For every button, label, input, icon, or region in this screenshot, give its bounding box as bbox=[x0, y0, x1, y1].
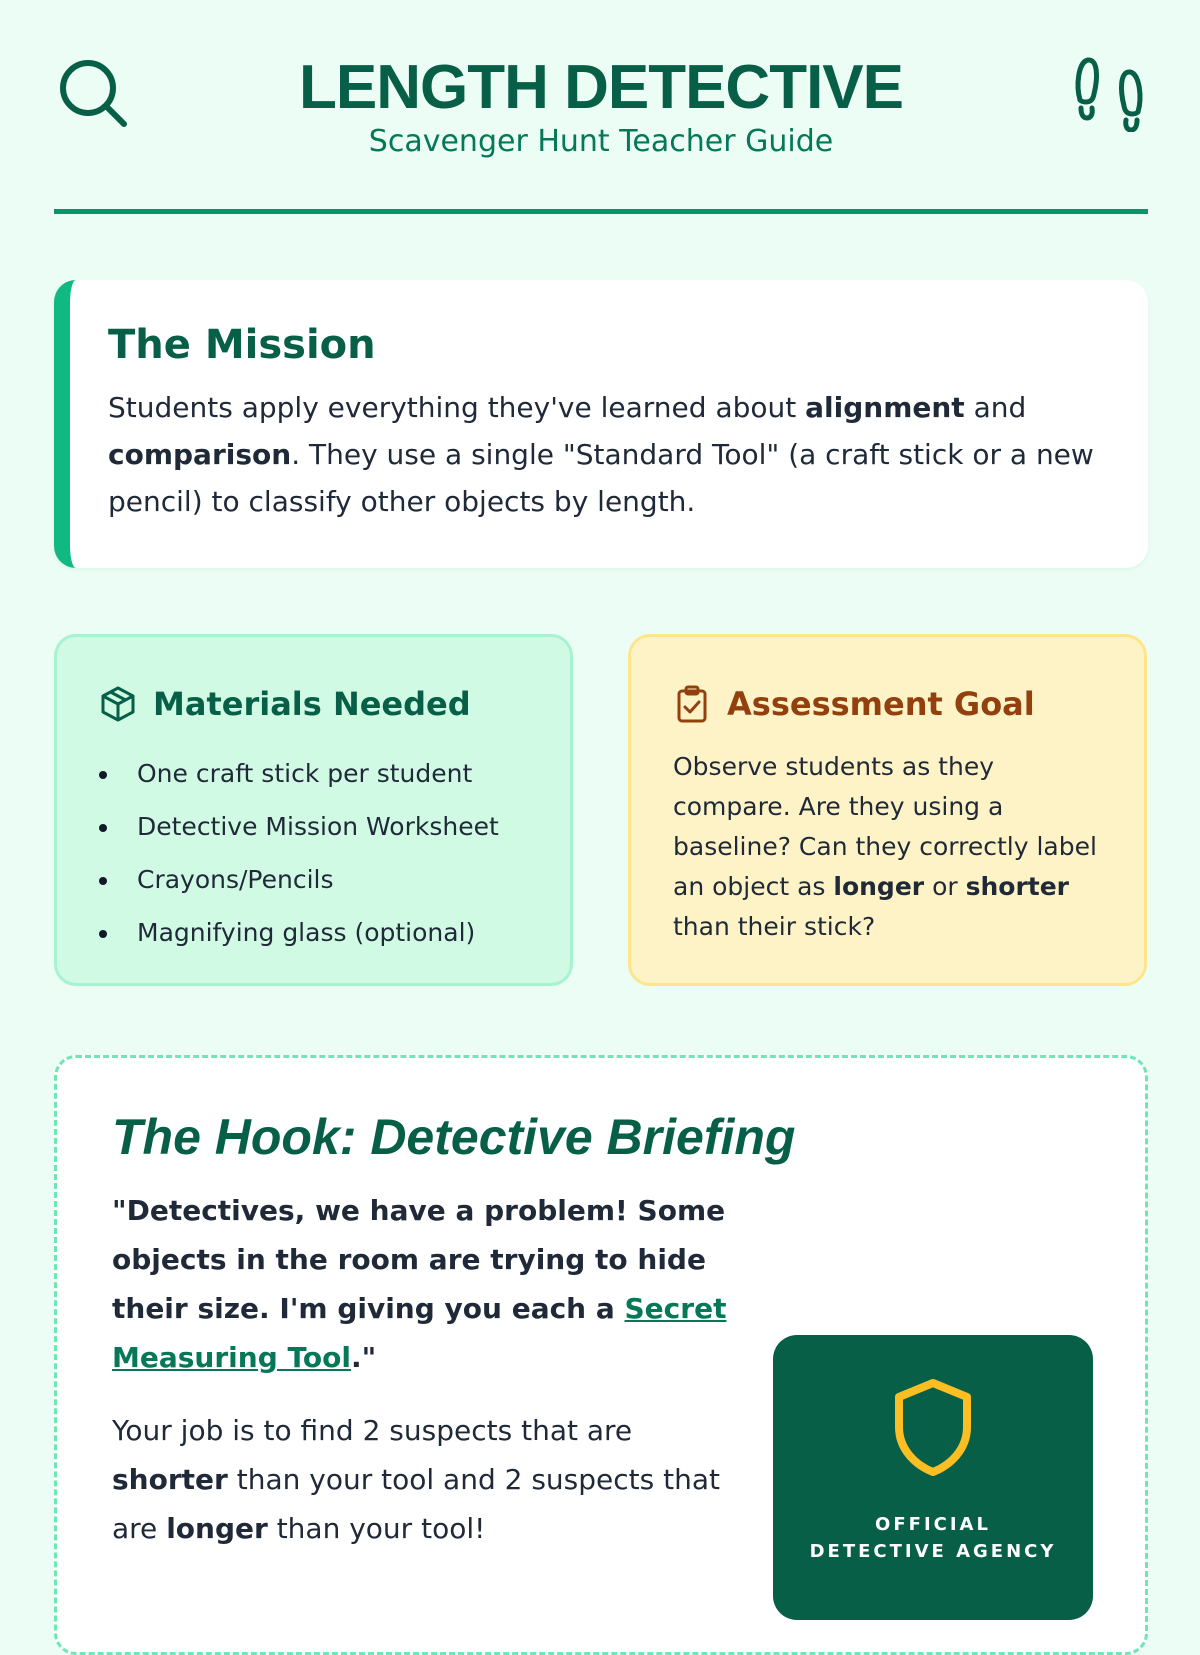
hook-heading: The Hook: Detective Briefing bbox=[112, 1109, 796, 1165]
hook-bold-longer: longer bbox=[166, 1512, 268, 1545]
badge-line-1: OFFICIAL bbox=[875, 1514, 991, 1535]
mission-text-part: Students apply everything they've learned about bbox=[108, 391, 806, 424]
assessment-header bbox=[673, 681, 1108, 727]
list-item: Magnifying glass (optional) bbox=[99, 906, 534, 959]
assessment-card bbox=[628, 634, 1147, 986]
materials-header bbox=[99, 681, 534, 727]
detective-agency-badge bbox=[773, 1335, 1093, 1620]
mission-text-part: . They use a single "Standard Tool" (a craft stick or a new pencil) to classify other objects by length. bbox=[108, 438, 1094, 518]
page-title: LENGTH DETECTIVE bbox=[298, 53, 904, 122]
mission-heading: The Mission bbox=[108, 322, 376, 368]
mission-text bbox=[108, 384, 1108, 525]
box-icon bbox=[99, 685, 137, 723]
mission-text-part: and bbox=[964, 391, 1027, 424]
hook-section bbox=[54, 1055, 1148, 1655]
hook-bold-shorter: shorter bbox=[112, 1463, 228, 1496]
hook-quote bbox=[112, 1186, 732, 1382]
badge-text bbox=[773, 1511, 1093, 1565]
footprints-icon bbox=[1072, 56, 1146, 132]
page-header bbox=[54, 0, 1148, 214]
clipboard-check-icon bbox=[673, 685, 711, 723]
assessment-text-part: or bbox=[924, 872, 966, 901]
hook-quote-part: ." bbox=[350, 1341, 377, 1374]
hook-quote-part: "Detectives, we have a problem! Some objects in the room are trying to hide their size. I'm giving you each a bbox=[112, 1194, 726, 1325]
shield-icon bbox=[891, 1377, 975, 1477]
list-item: One craft stick per student bbox=[99, 747, 534, 800]
hook-task-part: than your tool! bbox=[267, 1512, 486, 1545]
mission-bold-comparison: comparison bbox=[108, 438, 292, 471]
page-subtitle: Scavenger Hunt Teacher Guide bbox=[368, 124, 834, 159]
mission-bold-alignment: alignment bbox=[805, 391, 965, 424]
badge-line-2: DETECTIVE AGENCY bbox=[809, 1541, 1057, 1562]
materials-heading: Materials Needed bbox=[153, 685, 471, 723]
assessment-text-part: than their stick? bbox=[673, 912, 876, 941]
mission-card bbox=[54, 280, 1148, 568]
hook-task-part: than your tool and 2 suspects that are bbox=[112, 1463, 720, 1545]
materials-card bbox=[54, 634, 573, 986]
hook-task bbox=[112, 1406, 732, 1553]
list-item: Crayons/Pencils bbox=[99, 853, 534, 906]
assessment-text bbox=[673, 747, 1108, 947]
hook-task-part: Your job is to find 2 suspects that are bbox=[112, 1414, 633, 1447]
assessment-bold-shorter: shorter bbox=[965, 872, 1070, 901]
list-item: Detective Mission Worksheet bbox=[99, 800, 534, 853]
secret-measuring-tool-link[interactable]: Secret Measuring Tool bbox=[112, 1292, 727, 1374]
assessment-text-part: Observe students as they compare. Are they using a baseline? Can they correctly label an object as bbox=[673, 752, 1097, 901]
assessment-bold-longer: longer bbox=[833, 872, 925, 901]
materials-list bbox=[99, 747, 534, 959]
assessment-heading: Assessment Goal bbox=[727, 685, 1035, 723]
